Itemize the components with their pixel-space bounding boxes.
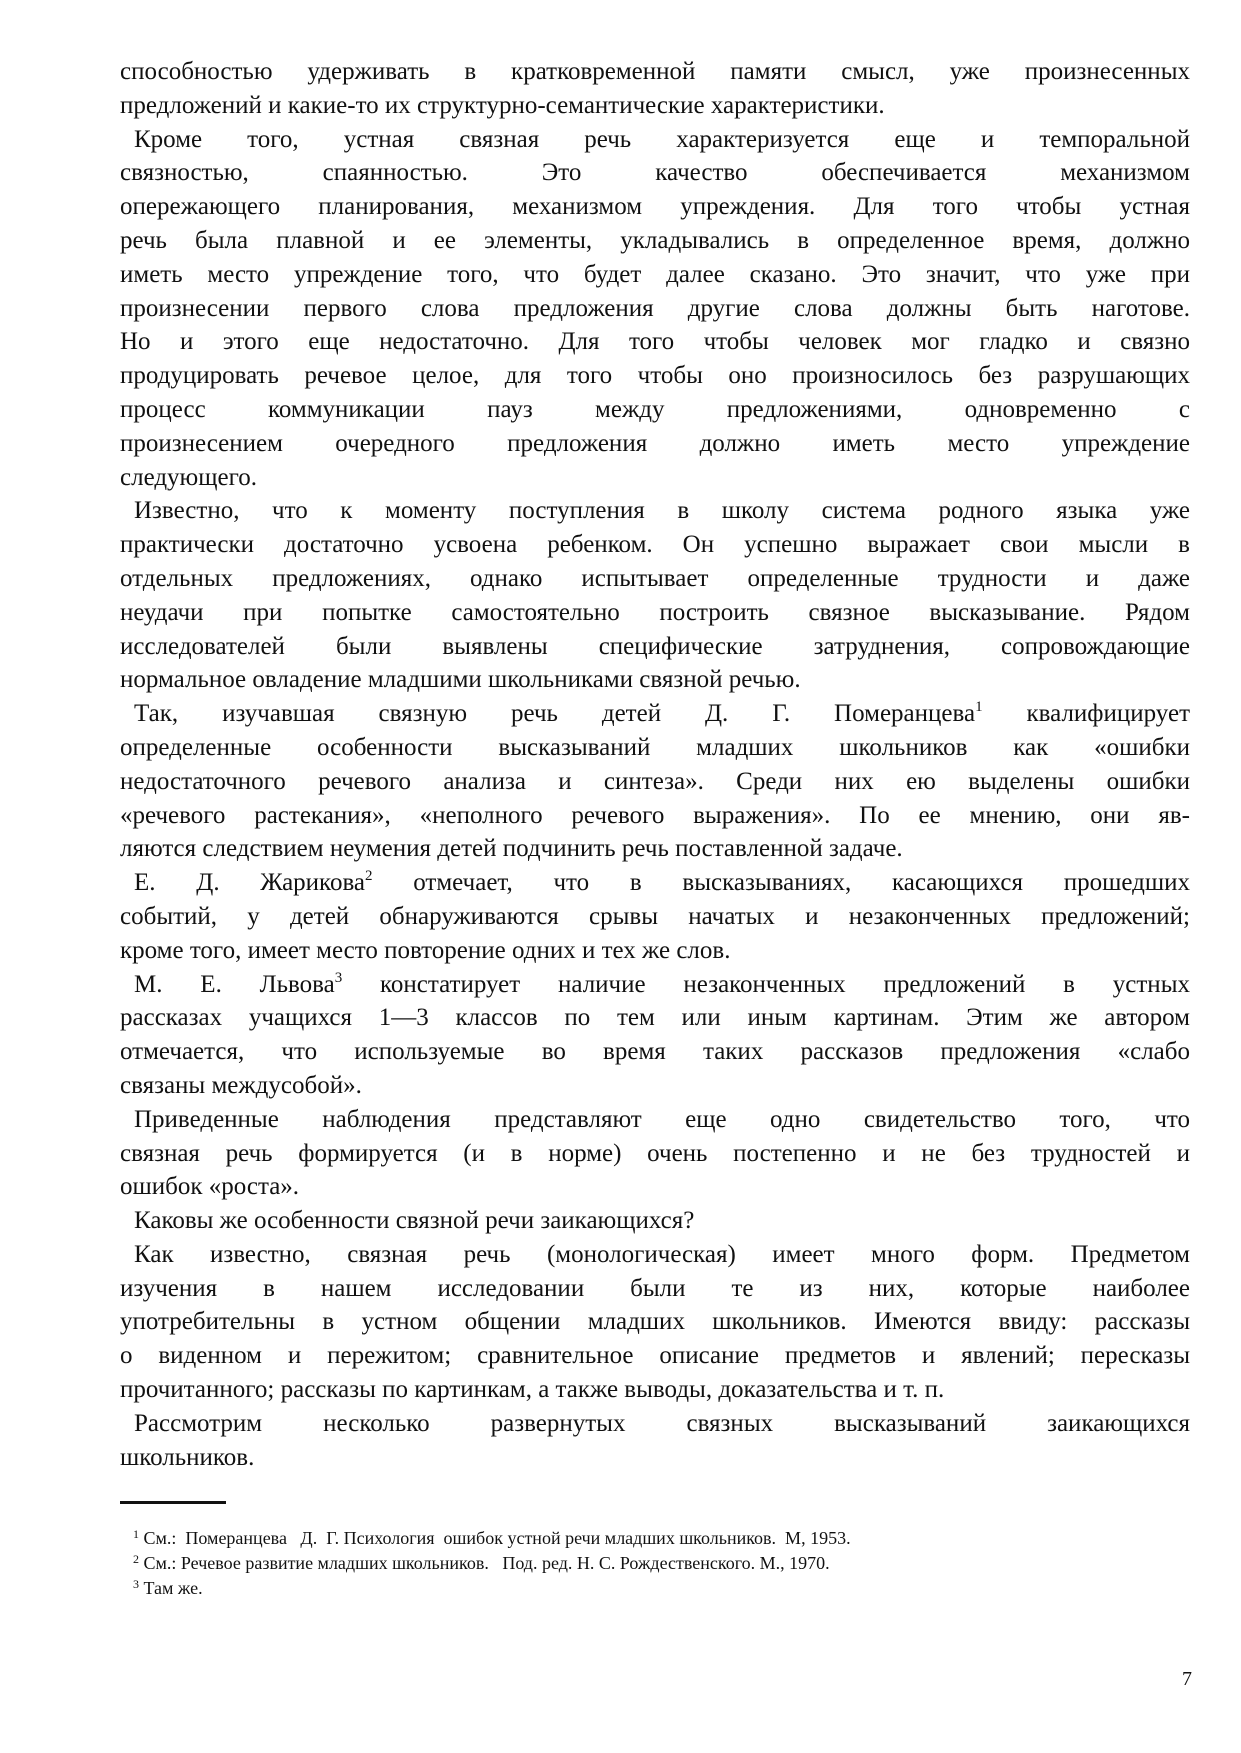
text-line: иметь место упреждение того, что будет далее сказано. Это значит, что уже при — [120, 260, 1190, 288]
footnote — [133, 1551, 851, 1576]
paragraph — [120, 494, 1190, 697]
text-line: практически достаточно усвоена ребенком. Он успешно выражает свои мысли в — [120, 531, 1190, 559]
paragraph — [120, 1204, 1190, 1238]
text-line: изучения в нашем исследовании были те из них, которые наиболее — [120, 1274, 1190, 1302]
text-line: Рассмотрим несколько развернутых связных высказываний заикающихся — [134, 1409, 1190, 1437]
text-line: связная речь формируется (и в норме) очень постепенно и не без трудностей и — [120, 1139, 1190, 1167]
text-line: нормальное овладение младшими школьниками связной речью. — [120, 666, 801, 694]
footnote-reference: 2 — [365, 868, 373, 885]
footnote-mark: 3 — [133, 1577, 139, 1591]
text-line: произнесением очередного предложения должно иметь место упреждение — [120, 429, 1190, 457]
footnote-text: См.: Померанцева Д. Г. Психология ошибок устной речи младших школьников. М, 1953. — [139, 1528, 851, 1548]
footnote-text: Там же. — [139, 1578, 203, 1598]
text-line: Известно, что к моменту поступления в школу система родного языка уже — [134, 497, 1190, 525]
text-segment: М. Е. Львова — [134, 970, 335, 998]
text-line: отмечается, что используемые во время таких рассказов предложения «слабо — [120, 1038, 1190, 1066]
page-number: 7 — [1182, 1668, 1192, 1690]
text-line: предложений и какие-то их структурно-семантические характеристики. — [120, 91, 885, 119]
text-line: способностью удерживать в кратковременной памяти смысл, уже произнесенных — [120, 58, 1190, 85]
text-line: кроме того, имеет место повторение одних и тех же слов. — [120, 936, 731, 964]
text-segment: констатирует наличие незаконченных предложений в устных — [342, 970, 1190, 998]
text-line — [120, 697, 1190, 731]
body-text — [120, 55, 1190, 1474]
text-line: Кроме того, устная связная речь характеризуется еще и темпоральной — [134, 125, 1190, 153]
text-line: употребительны в устном общении младших школьников. Имеются ввиду: рассказы — [120, 1308, 1190, 1336]
text-segment: Так, изучавшая связную речь детей Д. Г. Померанцева — [134, 700, 976, 728]
text-line: связностью, спаянностью. Это качество обеспечивается механизмом — [120, 159, 1190, 187]
paragraph — [120, 55, 1190, 123]
footnote-mark: 1 — [133, 1527, 139, 1541]
paragraph — [120, 866, 1190, 967]
text-line — [120, 968, 1190, 1002]
text-line: исследователей были выявлены специфические затруднения, сопровождающие — [120, 632, 1190, 660]
text-line: определенные особенности высказываний младших школьников как «ошибки — [120, 733, 1190, 761]
text-line: ляются следствием неумения детей подчинить речь поставленной задаче. — [120, 835, 903, 863]
text-line: «речевого растекания», «неполного речевого выражения». По ее мнению, они яв- — [120, 801, 1190, 829]
text-line: прочитанного; рассказы по картинкам, а также выводы, доказательства и т. п. — [120, 1376, 945, 1404]
text-segment: отмечает, что в высказываниях, касающихся прошедших — [372, 869, 1190, 897]
text-line: Но и этого еще недостаточно. Для того чтобы человек мог гладко и связно — [120, 328, 1190, 356]
paragraph — [120, 1103, 1190, 1204]
text-line: событий, у детей обнаруживаются срывы начатых и незаконченных предложений; — [120, 902, 1190, 930]
footnote-separator — [120, 1501, 226, 1504]
paragraph — [120, 1238, 1190, 1407]
footnote — [133, 1576, 851, 1601]
text-line: ошибок «роста». — [120, 1173, 300, 1201]
text-line: речь была плавной и ее элементы, укладывались в определенное время, должно — [120, 226, 1190, 254]
text-line: процесс коммуникации пауз между предложениями, одновременно с — [120, 395, 1190, 423]
footnote-reference: 3 — [334, 969, 343, 986]
paragraph — [120, 123, 1190, 495]
text-line: рассказах учащихся 1—3 классов по тем или иным картинам. Этим же автором — [120, 1004, 1190, 1032]
text-line: Как известно, связная речь (монологическая) имеет много форм. Предметом — [134, 1240, 1190, 1268]
text-line: неудачи при попытке самостоятельно построить связное высказывание. Рядом — [120, 598, 1190, 626]
text-line: о виденном и пережитом; сравнительное описание предметов и явлений; пересказы — [120, 1342, 1190, 1370]
footnotes — [133, 1526, 851, 1601]
footnote-text: См.: Речевое развитие младших школьников. Под. ред. Н. С. Рождественского. М., 1970. — [139, 1553, 830, 1573]
text-line: продуцировать речевое целое, для того чтобы оно произносилось без разрушающих — [120, 362, 1190, 390]
footnote — [133, 1526, 851, 1551]
footnote-mark: 2 — [133, 1552, 139, 1566]
footnote-reference: 1 — [975, 699, 983, 716]
text-line: следующего. — [120, 463, 257, 491]
text-line: связаны междусобой». — [120, 1071, 362, 1099]
text-segment: Е. Д. Жарикова — [134, 869, 366, 897]
paragraph — [120, 1407, 1190, 1475]
text-line: отдельных предложениях, однако испытывает определенные трудности и даже — [120, 564, 1190, 592]
text-line: школьников. — [120, 1443, 255, 1471]
text-line: опережающего планирования, механизмом упреждения. Для того чтобы устная — [120, 193, 1190, 221]
paragraph — [120, 968, 1190, 1103]
text-line: Приведенные наблюдения представляют еще одно свидетельство того, что — [134, 1105, 1190, 1133]
text-line: недостаточного речевого анализа и синтеза». Среди них ею выделены ошибки — [120, 767, 1190, 795]
text-line: Каковы же особенности связной речи заикающихся? — [134, 1207, 695, 1235]
text-line: произнесении первого слова предложения другие слова должны быть наготове. — [120, 294, 1190, 322]
text-line — [120, 866, 1190, 900]
text-segment: квалифицирует — [982, 700, 1190, 728]
paragraph — [120, 697, 1190, 866]
